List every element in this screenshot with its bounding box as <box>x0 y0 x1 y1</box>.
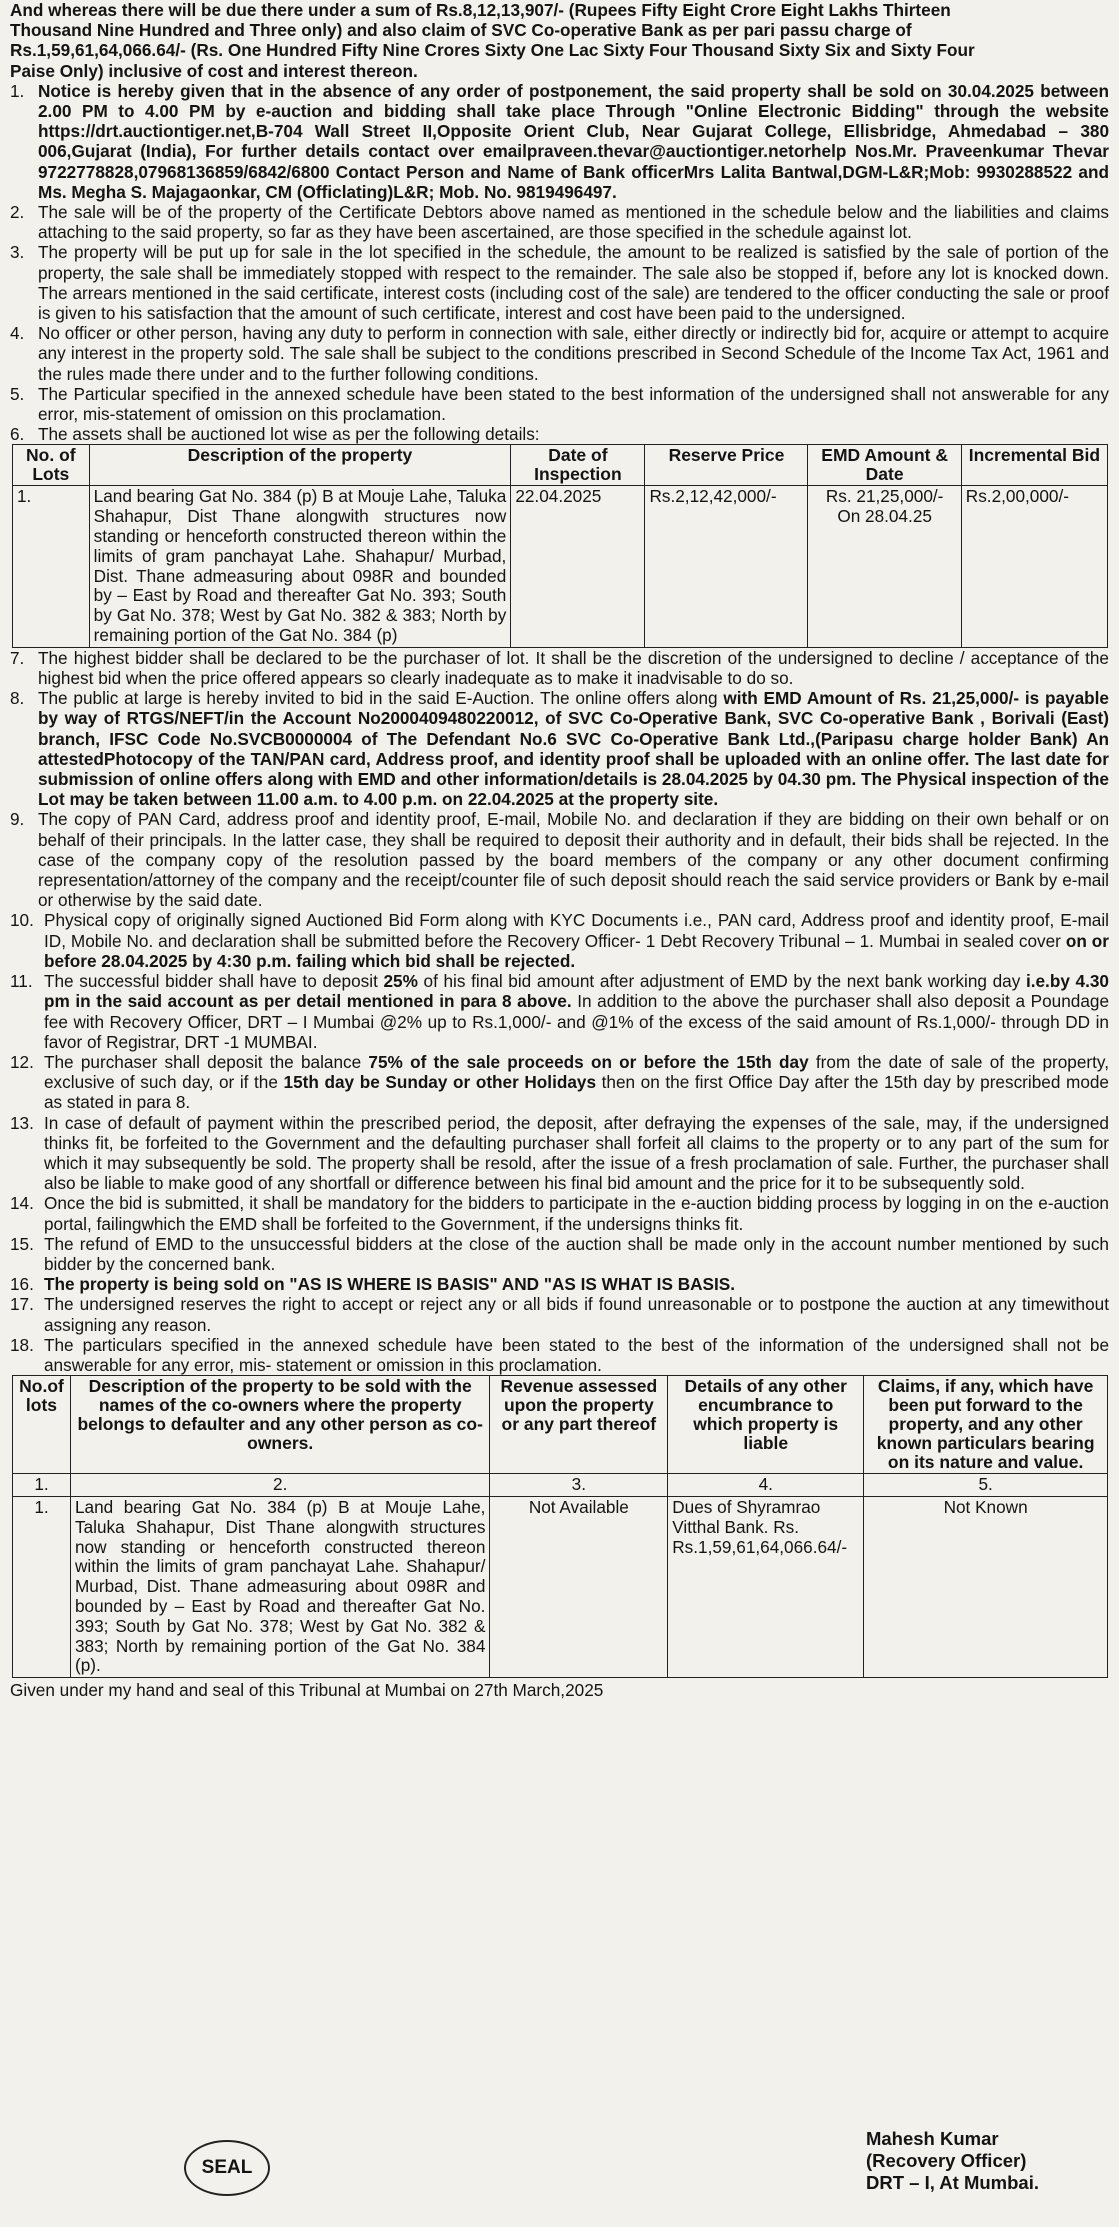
condition-14: 14. Once the bid is submitted, it shall be mandatory for the bidders to participate in the e-auction bidding process by logging in on the e-auction portal, failingwhich the EMD shall be forfeited to the Government, if the undersigns thinks fit. <box>10 1193 1109 1234</box>
condition-13: 13. In case of default of payment within the prescribed period, the deposit, after defraying the expenses of the sale, may, if the undersigned thinks fit, be forfeited to the Government and the defaulting purchaser shall forfeit all claims to the property or to any part of the sum for which it may subsequently be sold. The property shall be resold, after the issue of a fresh proclamation of sale. Further, the purchaser shall also be liable to make good of any shortfall or difference between his final bid amount and the price for it to be subsequently sold. <box>10 1112 1109 1194</box>
condition-text-bold: 15th day be Sunday or other Holidays <box>283 1072 597 1093</box>
condition-text: The particulars specified in the annexed schedule have been stated to the best of the information of the undersigned shall not be answerable for any error, mis- statement or omission in this proclamation. <box>44 1334 1109 1375</box>
header-description: Description of the property to be sold with the names of the co-owners where the property belongs to defaulter and any other person as co-owners. <box>70 1376 489 1474</box>
table-header-row <box>13 1376 1108 1474</box>
condition-text: then on the first Office Day after the 15th day by prescribed mode as stated in para 8. <box>44 1072 1109 1113</box>
condition-number: 1. <box>10 80 25 101</box>
header-description: Description of the property <box>89 445 511 486</box>
header-emd: EMD Amount & Date <box>808 445 961 486</box>
intro-line: And whereas there will be due there under a sum of Rs.8,12,13,907/- (Rupees Fifty Eight Crore Eight Lakhs Thirteen <box>10 0 951 20</box>
condition-3 <box>10 242 1109 323</box>
condition-text: Notice is hereby given that in the absence of any order of postponement, the said property shall be sold on 30.04.2025 between 2.00 PM to 4.00 PM by e-auction and bidding shall take place Through "Online Electronic Bidding" through the website https://drt.auctiontiger.net,B-704 Wall Street II,Opposite Orient Club, Near Gujarat College, Ellisbridge, Ahmedabad – 380 006,Gujarat (India), For further details contact over emailpraveen.thevar@auctiontiger.netorhelp Nos.Mr. Praveenkumar Thevar 9722778828,07968136859/6842/6800 Contact Person and Name of Bank officerMrs Lalita Bantwal,DGM-L&R;Mob: 9930288522 and Ms. Megha S. Majagaonkar, CM (Officlating)L&R; Mob. No. 9819496497. <box>38 80 1109 202</box>
condition-18: 18. The particulars specified in the annexed schedule have been stated to the best of the information of the undersigned shall not be answerable for any error, mis- statement or omission in this proclamation. <box>10 1334 1109 1375</box>
condition-6 <box>10 424 1109 444</box>
intro-line: Thousand Nine Hundred and Three only) and also claim of SVC Co-operative Bank as per pari passu charge of <box>10 20 912 41</box>
lot-schedule-table <box>12 444 1108 647</box>
signatory-name: Mahesh Kumar <box>865 2128 999 2149</box>
condition-text-bold: on or before 28.04.2025 by 4:30 p.m. failing which bid shall be rejected. <box>44 930 1109 971</box>
condition-text: In addition to the above the purchaser shall also deposit a Poundage fee with Recovery Officer, DRT – I Mumbai @2% up to Rs.1,000/- and @1% of the excess of the said amount of Rs.1,000/- through DD in favor of Registrar, DRT -1 MUMBAI. <box>44 991 1109 1052</box>
condition-text: The highest bidder shall be declared to be the purchaser of lot. It shall be the discretion of the undersigned to decline / acceptance of the highest bid when the price offered appears so clearly inadequate as to make it inadvisable to do so. <box>38 647 1109 689</box>
condition-text: No officer or other person, having any duty to perform in connection with sale, either directly or indirectly bid for, acquire or attempt to acquire any interest in the property sold. The sale shall be subject to the conditions prescribed in Second Schedule of the Income Tax Act, 1961 and the rules made there under and to the further following conditions. <box>38 323 1109 384</box>
colnum: 5. <box>864 1474 1108 1497</box>
cell-inspection: 22.04.2025 <box>511 486 645 647</box>
given-under-line: Given under my hand and seal of this Tribunal at Mumbai on 27th March,2025 <box>10 1680 604 1701</box>
condition-16: 16. The property is being sold on "AS IS WHERE IS BASIS" AND "AS IS WHAT IS BASIS. <box>10 1274 1109 1294</box>
condition-text: The sale will be of the property of the Certificate Debtors above named as mentioned in the schedule below and the liabilities and claims attaching to the said property, so far as they have been ascertained, are those specified in the schedule against lot. <box>38 202 1109 243</box>
header-lots: No. of Lots <box>13 445 90 486</box>
condition-number: 4. <box>10 323 25 344</box>
intro-paragraph <box>10 0 1109 81</box>
condition-12: 12. The purchaser shall deposit the balance 75% of the sale proceeds on or before the 15th day from the date of sale of the property, exclusive of such day, or if the 15th day be Sunday or other Holidays then on the first Office Day after the 15th day by prescribed mode as stated in para 8. <box>10 1051 1109 1113</box>
condition-text: The copy of PAN Card, address proof and identity proof, E-mail, Mobile No. and declaration if they are bidding on their own behalf or on behalf of their principals. In the latter case, they shall be required to deposit their authority and in default, their bids shall be rejected. In the case of the company copy of the resolution passed by the board members of the company or any other document confirming representation/attorney of the company and the receipt/counter file of such deposit should reach the said service providers or Bank by e-mail or otherwise by the said date. <box>38 809 1109 911</box>
cell-claims: Not Known <box>864 1496 1108 1677</box>
signatory-office: DRT – I, At Mumbai. <box>865 2172 1039 2193</box>
condition-text: of his final bid amount after adjustment of EMD by the next bank working day <box>417 971 1026 992</box>
colnum: 2. <box>70 1474 489 1497</box>
cell-emd: Rs. 21,25,000/- On 28.04.25 <box>808 486 961 647</box>
table-row <box>13 1496 1108 1677</box>
condition-4 <box>10 323 1109 384</box>
condition-15: 15. The refund of EMD to the unsuccessful bidders at the close of the auction shall be made only in the account number mentioned by such bidder by the concerned bank. <box>10 1233 1109 1274</box>
intro-line: Rs.1,59,61,64,066.64/- (Rs. One Hundred Fifty Nine Crores Sixty One Lac Sixty Four Thousand Sixty Six and Sixty Four <box>10 40 975 61</box>
header-lots: No.of lots <box>13 1376 71 1474</box>
table-header-row <box>13 445 1108 486</box>
conditions-mid <box>10 648 1109 1375</box>
cell-encumbrance: Dues of Shyramrao Vitthal Bank. Rs. Rs.1,59,61,64,066.64/- <box>668 1496 864 1677</box>
seal-stamp: SEAL <box>184 2140 270 2196</box>
condition-text: Physical copy of originally signed Auctioned Bid Form along with KYC Documents i.e., PAN card, Address proof and identity proof, E-mail ID, Mobile No. and declaration shall be submitted before the Recovery Officer- 1 Debt Recovery Tribunal – 1. Mumbai in sealed cover <box>44 910 1109 951</box>
colnum: 1. <box>13 1474 71 1497</box>
cell-lot: 1. <box>13 1496 71 1677</box>
cell-reserve: Rs.2,12,42,000/- <box>645 486 808 647</box>
conditions-top <box>10 81 1109 445</box>
cell-description: Land bearing Gat No. 384 (p) B at Mouje Lahe, Taluka Shahapur, Dist Thane alongwith structures now standing or henceforth constructed thereon within the limits of gram panchayat Lahe. Shahapur/ Murbad, Dist. Thane admeasuring about 098R and bounded by – East by Road and thereafter Gat No. 393; South by Gat No. 378; West by Gat No. 382 & 383; North by remaining portion of the Gat No. 384 (p). <box>70 1496 489 1677</box>
intro-line: Paise Only) inclusive of cost and interest thereon. <box>10 60 418 81</box>
condition-7: 7. The highest bidder shall be declared to be the purchaser of lot. It shall be the discretion of the undersigned to decline / acceptance of the highest bid when the price offered appears so clearly inadequate as to make it inadvisable to do so. <box>10 647 1109 689</box>
condition-text-bold: 25% <box>383 971 418 992</box>
cell-lot: 1. <box>13 486 90 647</box>
property-schedule-table <box>12 1375 1108 1678</box>
colnum: 4. <box>668 1474 864 1497</box>
condition-text: The assets shall be auctioned lot wise as per the following details: <box>38 424 540 445</box>
condition-number: 2. <box>10 202 25 223</box>
condition-11: 11. The successful bidder shall have to deposit 25% of his final bid amount after adjustment of EMD by the next bank working day i.e.by 4.30 pm in the said account as per detail mentioned in para 8 above. In addition to the above the purchaser shall also deposit a Poundage fee with Recovery Officer, DRT – I Mumbai @2% up to Rs.1,000/- and @1% of the excess of the said amount of Rs.1,000/- through DD in favor of Registrar, DRT -1 MUMBAI. <box>10 971 1109 1052</box>
header-revenue: Revenue assessed upon the property or any part thereof <box>490 1376 668 1474</box>
condition-text: In case of default of payment within the prescribed period, the deposit, after defraying the expenses of the sale, may, if the undersigned thinks fit, be forfeited to the Government and the defaulting purchaser shall forfeit all claims to the property or to any part of the sum for which it may subsequently be sold. The property shall be resold, after the issue of a fresh proclamation of sale. Further, the purchaser shall also be liable to make good of any shortfall or difference between his final bid amount and the price for it to be subsequently sold. <box>44 1112 1109 1194</box>
header-increment: Incremental Bid <box>961 445 1107 486</box>
condition-9: 9. The copy of PAN Card, address proof and identity proof, E-mail, Mobile No. and declaration if they are bidding on their own behalf or on behalf of their principals. In the latter case, they shall be required to deposit their authority and in default, their bids shall be rejected. In the case of the company copy of the resolution passed by the board members of the company or any other document confirming representation/attorney of the company and the receipt/counter file of such deposit should reach the said service providers or Bank by e-mail or otherwise by the said date. <box>10 809 1109 911</box>
condition-text: The public at large is hereby invited to bid in the said E-Auction. The online offers along <box>38 688 724 709</box>
condition-text: The purchaser shall deposit the balance <box>44 1051 369 1072</box>
condition-5 <box>10 384 1109 424</box>
header-inspection: Date of Inspection <box>511 445 645 486</box>
signature-block <box>866 2128 1039 2194</box>
table-colnum-row <box>13 1474 1108 1497</box>
condition-text-bold: with EMD Amount of Rs. 21,25,000/- is payable by way of RTGS/NEFT/in the Account No2000409480220012, of SVC Co-Operative Bank, SVC Co-operative Bank , Borivali (East) branch, IFSC Code No.SVCB0000004 of The Defendant No.6 SVC Co-Operative Bank Ltd.,(Paripasu charge holder Bank) An attestedPhotocopy of the TAN/PAN card, Address proof, and identity proof shall be uploaded with an online offer. The last date for submission of online offers along with EMD and other information/details is 28.04.2025 by 04.30 pm. The Physical inspection of the Lot may be taken between 11.00 a.m. to 4.00 p.m. on 22.04.2025 at the property site. <box>38 688 1109 810</box>
condition-text: The refund of EMD to the unsuccessful bidders at the close of the auction shall be made only in the account number mentioned by such bidder by the concerned bank. <box>44 1233 1109 1274</box>
table-row <box>13 486 1108 647</box>
condition-text: The property is being sold on "AS IS WHERE IS BASIS" AND "AS IS WHAT IS BASIS. <box>44 1274 735 1295</box>
cell-description: Land bearing Gat No. 384 (p) B at Mouje Lahe, Taluka Shahapur, Dist Thane alongwith structures now standing or henceforth constructed thereon within the limits of gram panchayat Lahe. Shahapur/ Murbad, Dist. Thane admeasuring about 098R and bounded by – East by Road and thereafter Gat No. 393; South by Gat No. 378; West by Gat No. 382 & 383; North by remaining portion of the Gat No. 384 (p) <box>89 486 511 647</box>
condition-text: The successful bidder shall have to deposit <box>44 971 384 992</box>
condition-1 <box>10 81 1109 202</box>
condition-10: 10. Physical copy of originally signed Auctioned Bid Form along with KYC Documents i.e., PAN card, Address proof and identity proof, E-mail ID, Mobile No. and declaration shall be submitted before the Recovery Officer- 1 Debt Recovery Tribunal – 1. Mumbai in sealed cover on or before 28.04.2025 by 4:30 p.m. failing which bid shall be rejected. <box>10 910 1109 971</box>
condition-2 <box>10 202 1109 242</box>
header-encumbrance: Details of any other encumbrance to which property is liable <box>668 1376 864 1474</box>
cell-increment: Rs.2,00,000/- <box>961 486 1107 647</box>
header-claims: Claims, if any, which have been put forward to the property, and any other known particulars bearing on its nature and value. <box>864 1376 1108 1474</box>
condition-text: The Particular specified in the annexed schedule have been stated to the best information of the undersigned shall not answerable for any error, mis-statement of omission on this proclamation. <box>38 383 1109 425</box>
condition-text-bold: 75% of the sale proceeds on or before the 15th day <box>368 1051 809 1072</box>
header-reserve: Reserve Price <box>645 445 808 486</box>
cell-revenue: Not Available <box>490 1496 668 1677</box>
condition-text: The undersigned reserves the right to accept or reject any or all bids if found unreasonable or to postpone the auction at any timewithout assigning any reason. <box>44 1294 1109 1335</box>
condition-text: The property will be put up for sale in the lot specified in the schedule, the amount to be realized is satisfied by the sale of portion of the property, the sale shall be immediately stopped with respect to the remainder. The sale also be stopped if, before any lot is knocked down. The arrears mentioned in the said certificate, interest costs (including cost of the sale) are tendered to the officer conducting the sale or proof is given to his satisfaction that the amount of such certificate, interest and cost have been paid to the undersigned. <box>38 242 1109 324</box>
condition-8: 8. The public at large is hereby invited to bid in the said E-Auction. The online offers along with EMD Amount of Rs. 21,25,000/- is payable by way of RTGS/NEFT/in the Account No2000409480220012, of SVC Co-Operative Bank, SVC Co-operative Bank , Borivali (East) branch, IFSC Code No.SVCB0000004 of The Defendant No.6 SVC Co-Operative Bank Ltd.,(Paripasu charge holder Bank) An attestedPhotocopy of the TAN/PAN card, Address proof, and identity proof shall be uploaded with an online offer. The last date for submission of online offers along with EMD and other information/details is 28.04.2025 by 04.30 pm. The Physical inspection of the Lot may be taken between 11.00 a.m. to 4.00 p.m. on 22.04.2025 at the property site. <box>10 688 1109 810</box>
condition-text: from the date of sale of the property, exclusive of such day, or if the <box>44 1051 1109 1093</box>
condition-number: 3. <box>10 242 25 263</box>
condition-17: 17. The undersigned reserves the right to accept or reject any or all bids if found unreasonable or to postpone the auction at any timewithout assigning any reason. <box>10 1294 1109 1335</box>
colnum: 3. <box>490 1474 668 1497</box>
condition-text: Once the bid is submitted, it shall be mandatory for the bidders to participate in the e-auction bidding process by logging in on the e-auction portal, failingwhich the EMD shall be forfeited to the Government, if the undersigns thinks fit. <box>44 1193 1109 1234</box>
condition-number: 6. <box>10 424 25 445</box>
condition-text-bold: i.e.by 4.30 pm in the said account as per detail mentioned in para 8 above. <box>44 971 1109 1012</box>
signatory-title: (Recovery Officer) <box>865 2150 1027 2171</box>
condition-number: 5. <box>10 383 25 404</box>
